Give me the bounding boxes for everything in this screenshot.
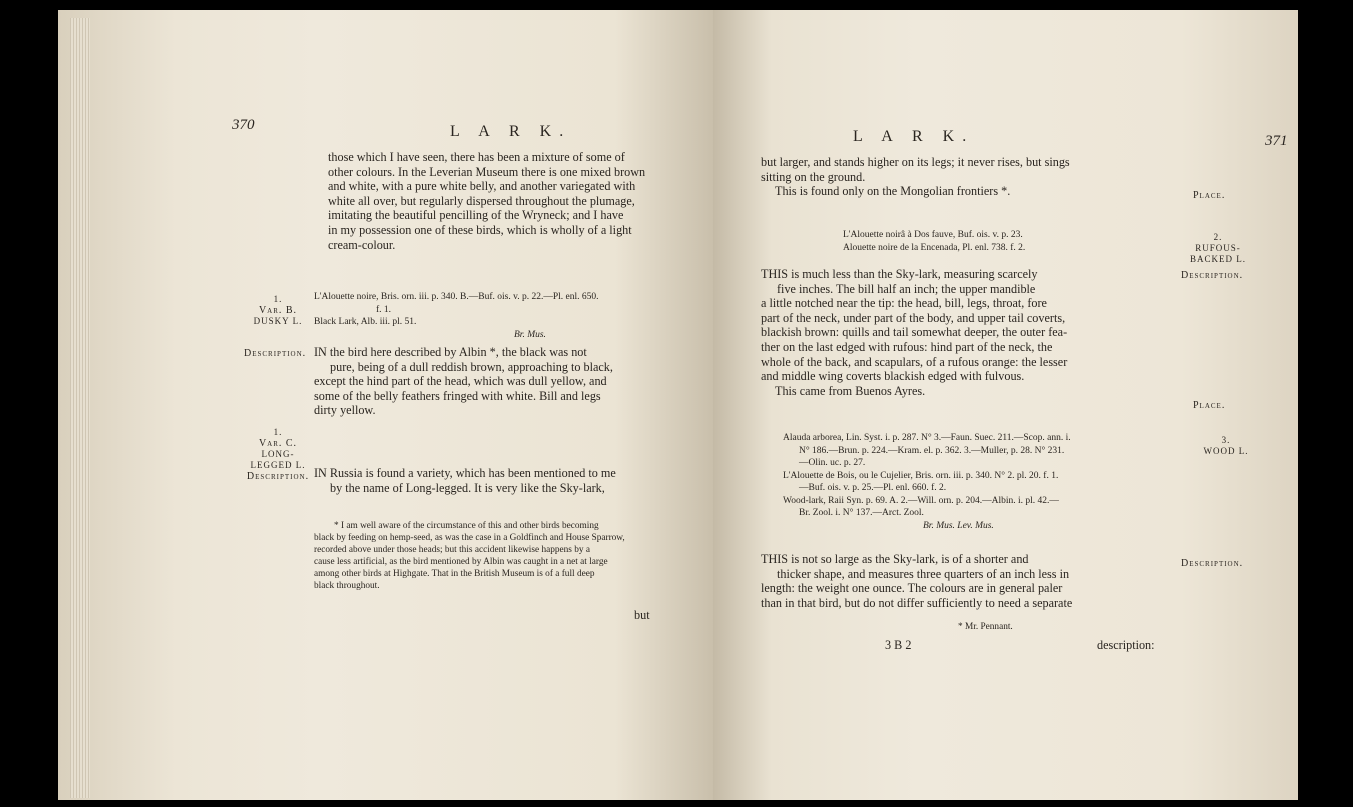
margin-species: WOOD L. [1203, 446, 1249, 456]
text-line: This came from Buenos Ayres. [775, 383, 926, 398]
text-line: a little notched near the tip: the head, bill, legs, throat, fore [761, 296, 1047, 311]
margin-species: DUSKY L. [253, 316, 303, 326]
reference-line: Br. Zool. i. N° 137.—Arct. Zool. [799, 508, 924, 518]
rufous-description [761, 267, 1067, 398]
var-c-description [314, 466, 616, 495]
margin-number: 1. [273, 294, 283, 304]
text-line: ther on the last edged with rufous: hind part of the neck, the [761, 339, 1053, 354]
place-label: Place. [1193, 190, 1226, 201]
footnote-line: recorded above under those heads; but this accident likewise happens by a [314, 545, 590, 555]
place-label-2: Place. [1193, 400, 1226, 411]
rufous-description-label: Description. [1181, 270, 1244, 281]
text-line: IN the bird here described by Albin *, the black was not [314, 345, 587, 359]
var-b-references [314, 291, 599, 341]
text-line: and middle wing coverts blackish edged with fulvous. [761, 369, 1025, 384]
text-line: IN Russia is found a variety, which has been mentioned to me [314, 466, 616, 480]
reference-line: N° 186.—Brun. p. 224.—Kram. el. p. 362. 3.—Muller, p. 28. N° 231. [799, 445, 1065, 456]
text-line: pure, being of a dull reddish brown, approaching to black, [330, 359, 613, 374]
signature-mark: 3 B 2 [885, 638, 912, 652]
wood-description-label: Description. [1181, 558, 1244, 569]
wood-references [783, 432, 1071, 532]
text-line: and white, with a pure white belly, and another variegated with [328, 179, 636, 194]
var-c-margin-label [243, 427, 313, 482]
reference-line: —Buf. ois. v. p. 25.—Pl. enl. 660. f. 2. [799, 483, 947, 493]
text-line: by the name of Long-legged. It is very like the Sky-lark, [330, 480, 605, 495]
text-line: cream-colour. [328, 237, 396, 252]
left-intro-paragraph [328, 150, 645, 252]
reference-line: Alouette noire de la Encenada, Pl. enl. 738. f. 2. [843, 242, 1026, 253]
margin-variety: Var. C. [258, 438, 298, 449]
reference-line: Wood-lark, Raii Syn. p. 69. A. 2.—Will. orn. p. 204.—Albin. i. pl. 42.— [783, 495, 1059, 506]
text-line: sitting on the ground. [761, 169, 866, 184]
margin-species: RUFOUS- [1195, 243, 1241, 253]
rufous-margin-label [1173, 232, 1263, 265]
left-page [58, 10, 713, 800]
open-book [58, 10, 1298, 800]
right-page-number: 371 [1265, 133, 1288, 149]
left-footnote [314, 520, 625, 592]
text-line: part of the neck, under part of the body, and upper tail coverts, [761, 310, 1066, 325]
reference-line: f. 1. [376, 304, 392, 315]
text-line: those which I have seen, there has been a mixture of some of [328, 150, 625, 164]
text-line: length: the weight one ounce. The colours are in general paler [761, 581, 1063, 596]
text-line: THIS is much less than the Sky-lark, measuring scarcely [761, 267, 1038, 281]
right-page [713, 10, 1298, 800]
right-catchword: description: [1097, 638, 1155, 652]
text-line: dirty yellow. [314, 403, 376, 418]
right-running-head: L A R K. [853, 128, 975, 145]
reference-line: Black Lark, Alb. iii. pl. 51. [314, 317, 417, 327]
text-line: five inches. The bill half an inch; the upper mandible [777, 281, 1036, 296]
text-line: imitating the beautiful pencilling of the Wryneck; and I have [328, 208, 624, 223]
margin-number: 3. [1221, 435, 1231, 445]
right-intro-paragraph [761, 155, 1070, 199]
text-line: blackish brown: quills and tail somewhat deeper, the outer fea- [761, 325, 1068, 340]
text-line: THIS is not so large as the Sky-lark, is of a shorter and [761, 552, 1029, 566]
text-line: whole of the back, and scapulars, of a rufous orange: the lesser [761, 354, 1068, 369]
text-line: This is found only on the Mongolian frontiers *. [775, 184, 1011, 199]
var-b-description-label: Description. [244, 348, 307, 359]
reference-line: Br. Mus. [514, 329, 546, 340]
margin-number: 1. [273, 427, 283, 437]
text-line: except the hind part of the head, which was dull yellow, and [314, 374, 607, 389]
left-page-number: 370 [232, 117, 255, 133]
wood-margin-label [1191, 435, 1261, 457]
margin-variety: Var. B. [258, 305, 298, 316]
text-line: other colours. In the Leverian Museum there is one mixed brown [328, 164, 646, 179]
reference-line: —Olin. uc. p. 27. [799, 458, 866, 468]
footnote-line: black throughout. [314, 581, 380, 591]
margin-number: 2. [1213, 232, 1223, 242]
margin-species: BACKED L. [1190, 254, 1246, 264]
margin-description-label: Description. [246, 471, 310, 482]
left-catchword: but [634, 608, 650, 622]
left-running-head: L A R K. [450, 123, 572, 140]
text-line: some of the belly feathers fringed with white. Bill and legs [314, 388, 601, 403]
footnote-line: black by feeding on hemp-seed, as was the case in a Goldfinch and House Sparrow, [314, 533, 625, 543]
page-edges [70, 18, 90, 798]
text-line: but larger, and stands higher on its legs; it never rises, but sings [761, 155, 1070, 169]
reference-line: L'Alouette noire, Bris. orn. iii. p. 340. B.—Buf. ois. v. p. 22.—Pl. enl. 650. [314, 292, 599, 302]
text-line: than in that bird, but do not differ sufficiently to need a separate [761, 595, 1073, 610]
var-b-description [314, 345, 613, 418]
right-footnote: * Mr. Pennant. [958, 622, 1013, 632]
var-b-margin-label [243, 294, 313, 327]
margin-species: LEGGED L. [250, 460, 306, 470]
text-line: thicker shape, and measures three quarters of an inch less in [777, 566, 1070, 581]
reference-line: L'Alouette noirâ à Dos fauve, Buf. ois. v. p. 23. [843, 230, 1023, 240]
reference-line: L'Alouette de Bois, ou le Cujelier, Bris. orn. iii. p. 340. N° 2. pl. 20. f. 1. [783, 470, 1059, 481]
reference-line: Br. Mus. Lev. Mus. [923, 520, 994, 531]
margin-species: LONG- [261, 449, 295, 459]
footnote-line: among other birds at Highgate. That in the British Museum is of a full deep [314, 569, 595, 579]
text-line: in my possession one of these birds, which is wholly of a light [328, 222, 632, 237]
rufous-references [843, 229, 1025, 254]
reference-line: Alauda arborea, Lin. Syst. i. p. 287. N° 3.—Faun. Suec. 211.—Scop. ann. i. [783, 433, 1071, 443]
footnote-line: cause less artificial, as the bird mentioned by Albin was caught in a net at large [314, 557, 608, 567]
footnote-line: * I am well aware of the circumstance of this and other birds becoming [334, 521, 599, 531]
wood-description [761, 552, 1072, 610]
text-line: white all over, but regularly dispersed throughout the plumage, [328, 193, 635, 208]
